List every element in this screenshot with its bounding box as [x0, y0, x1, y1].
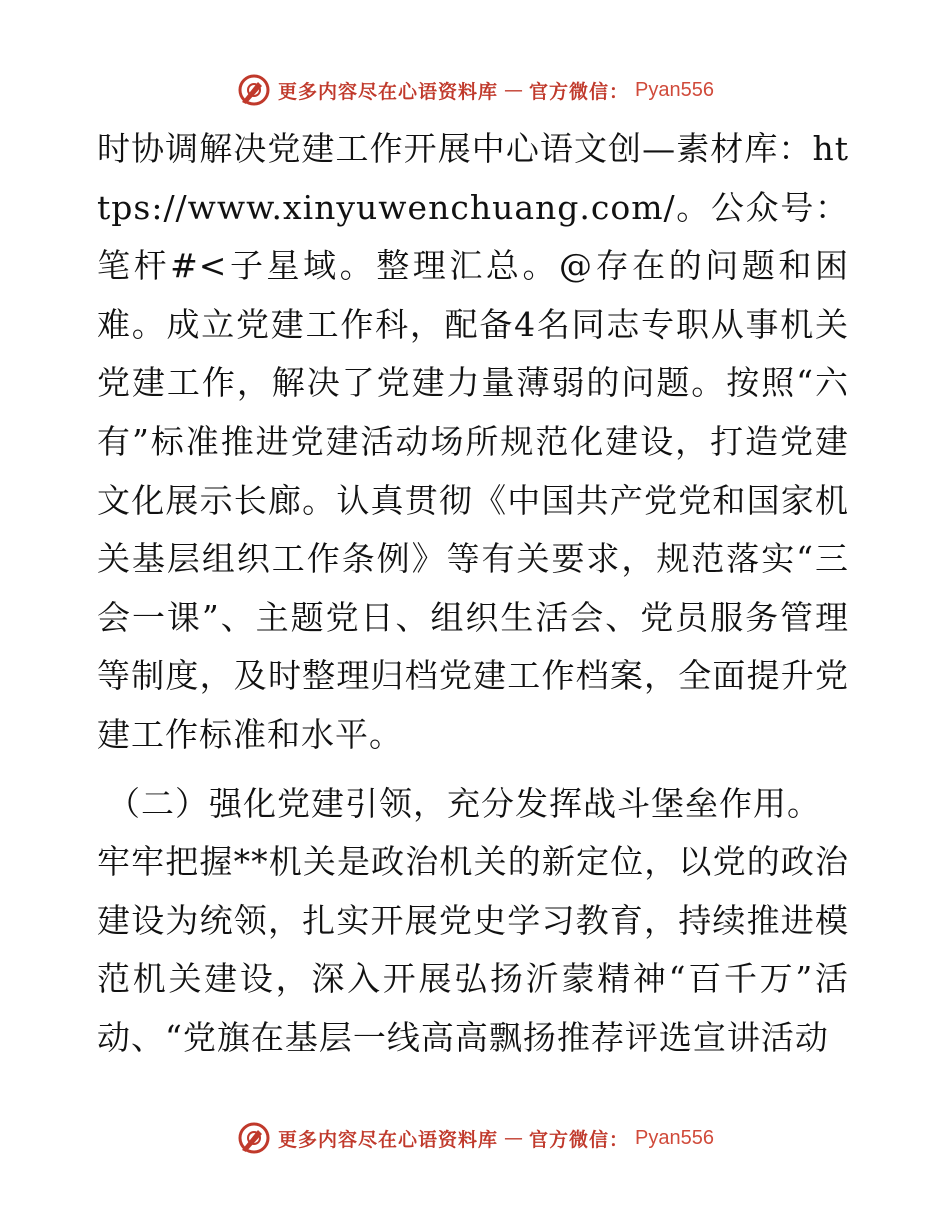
banner-brand-text: 更多内容尽在心语资料库: [278, 80, 499, 103]
document-body: [97, 120, 849, 1068]
banner-separator: —: [504, 1127, 524, 1149]
header-watermark-banner: [0, 70, 950, 110]
banner-wechat-id: Pyan556: [635, 78, 714, 101]
banner-brand-text: 更多内容尽在心语资料库: [278, 1128, 499, 1151]
paragraph-1: 时协调解决党建工作开展中心语文创—素材库：https://www.xinyuwenchuang.com/。公众号：笔杆#<子星域。整理汇总。@存在的问题和困难。成立党建工作科，配备4名同志专职从事机关党建工作，解决了党建力量薄弱的问题。按照“六有”标准推进党建活动场所规范化建设，打造党建文化展示长廊。认真贯彻《中国共产党党和国家机关基层组织工作条例》等有关要求，规范落实“三会一课”、主题党日、组织生活会、党员服务管理等制度，及时整理归档党建工作档案，全面提升党建工作标准和水平。: [97, 129, 849, 754]
brand-logo-icon: [236, 72, 272, 108]
banner-wechat-id: Pyan556: [635, 1126, 714, 1149]
banner-wechat-label: 官方微信：: [529, 80, 630, 103]
paragraph-2: 牢牢把握**机关是政治机关的新定位，以党的政治建设为统领，扎实开展党史学习教育，持续推进模范机关建设，深入开展弘扬沂蒙精神“百千万”活动、“党旗在基层一线高高飘扬推荐评选宣讲活动: [97, 842, 849, 1057]
footer-watermark-banner: [0, 1118, 950, 1158]
banner-wechat-label: 官方微信：: [529, 1128, 630, 1151]
section-2-heading: （二）强化党建引领，充分发挥战斗堡垒作用。: [107, 783, 821, 823]
brand-logo-icon: [236, 1120, 272, 1156]
banner-separator: —: [504, 79, 524, 101]
